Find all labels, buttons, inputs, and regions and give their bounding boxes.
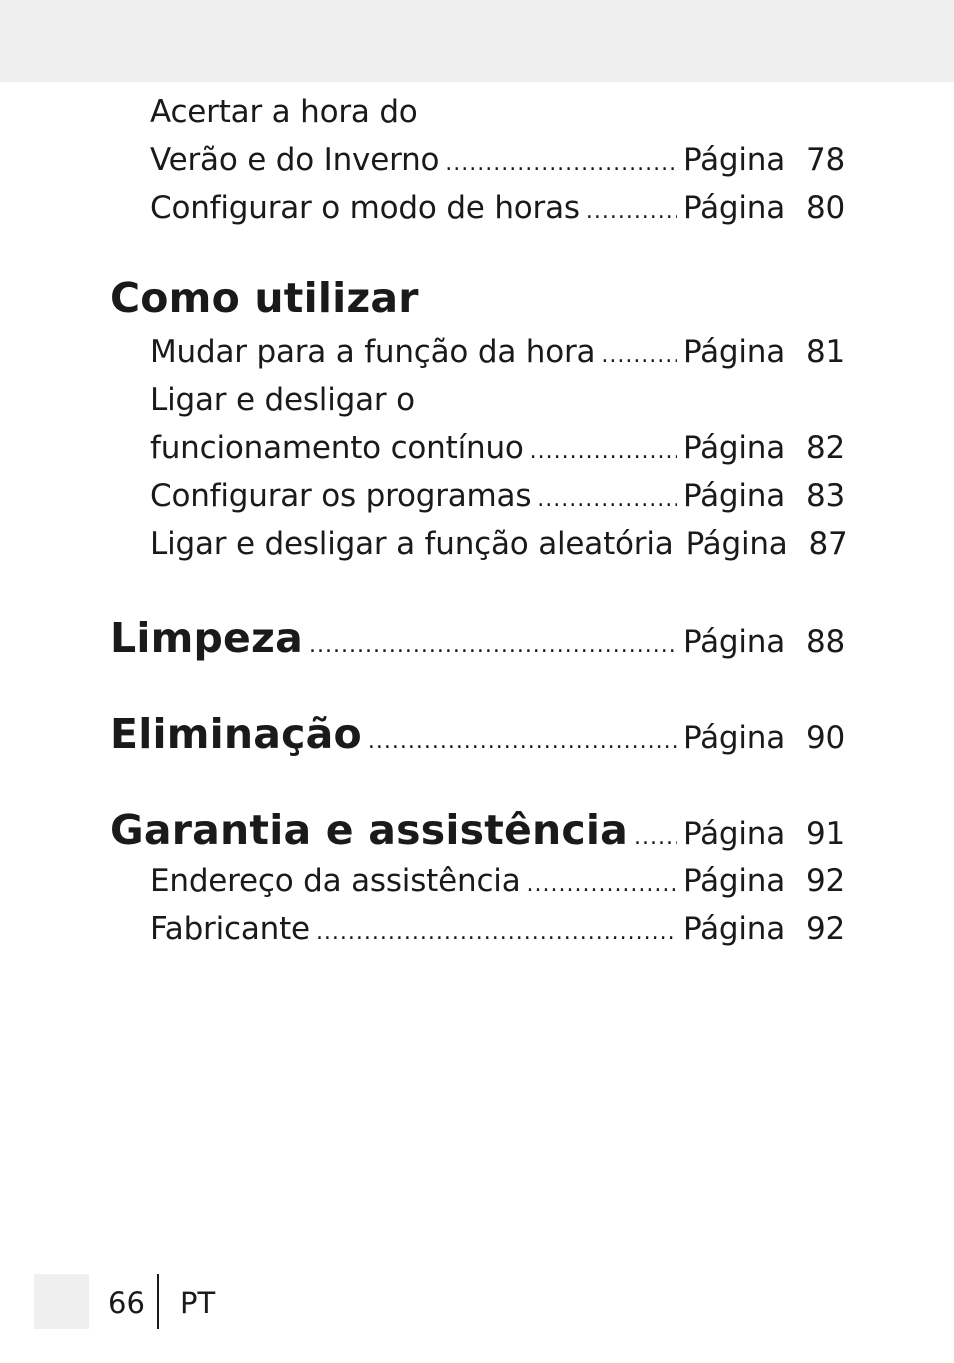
page-number: 82 <box>805 430 845 466</box>
toc-entry-label: Ligar e desligar a função aleatória <box>150 526 674 562</box>
toc-entry-label: Verão e do Inverno <box>150 142 440 178</box>
toc-heading-limpeza[interactable] <box>110 614 845 662</box>
dot-leader <box>601 328 677 380</box>
toc-entry-programas[interactable] <box>150 472 845 520</box>
toc-heading-label: Como utilizar <box>110 274 419 322</box>
dot-leader <box>537 472 677 524</box>
page-number: 92 <box>805 911 845 947</box>
footer-page-number: 66 <box>108 1286 145 1320</box>
toc-heading-como-utilizar[interactable] <box>110 274 845 322</box>
toc-entry-ligar-desligar[interactable] <box>150 376 845 424</box>
page-number: 80 <box>805 190 845 226</box>
dot-leader <box>445 136 677 188</box>
page-word: Página <box>683 334 786 370</box>
toc-heading-garantia[interactable] <box>110 806 845 854</box>
page-word: Página <box>683 478 786 514</box>
top-band <box>0 0 954 82</box>
page-number: 78 <box>805 142 845 178</box>
toc-entry-label: Fabricante <box>150 911 310 947</box>
dot-leader <box>527 857 677 909</box>
toc-entry-endereco[interactable] <box>150 857 845 905</box>
toc-entry-acertar-hora[interactable] <box>150 88 845 136</box>
page-number: 87 <box>808 526 848 562</box>
toc-entry-label: funcionamento contínuo <box>150 430 524 466</box>
footer-divider <box>157 1274 159 1329</box>
page-number: 83 <box>805 478 845 514</box>
page-number: 90 <box>805 720 845 756</box>
toc-heading-label: Garantia e assistência <box>110 806 629 854</box>
page-word: Página <box>683 863 786 899</box>
page-word: Página <box>683 816 786 852</box>
toc-entry-funcionamento-continuo[interactable] <box>150 424 845 472</box>
page-word: Página <box>683 624 786 660</box>
dot-leader <box>316 905 677 957</box>
page-number: 92 <box>805 863 845 899</box>
dot-leader <box>586 184 677 236</box>
toc-entry-fabricante[interactable] <box>150 905 845 953</box>
toc-entry-label: Configurar o modo de horas <box>150 190 580 226</box>
footer-language: PT <box>180 1286 216 1320</box>
page-word: Página <box>683 142 786 178</box>
dot-leader <box>634 810 677 862</box>
dot-leader <box>530 424 677 476</box>
page-number: 81 <box>805 334 845 370</box>
toc-entry-label: Ligar e desligar o <box>150 382 415 418</box>
toc-entry-label: Endereço da assistência <box>150 863 521 899</box>
toc-heading-label: Eliminação <box>110 710 362 758</box>
toc-entry-label: Mudar para a função da hora <box>150 334 596 370</box>
page-word: Página <box>685 526 788 562</box>
toc-entry-funcao-aleatoria[interactable] <box>150 520 848 568</box>
toc-heading-eliminacao[interactable] <box>110 710 845 758</box>
toc-entry-modo-horas[interactable] <box>150 184 845 232</box>
dot-leader <box>309 618 677 670</box>
page-word: Página <box>683 190 786 226</box>
page-number: 88 <box>805 624 845 660</box>
toc-entry-funcao-hora[interactable] <box>150 328 845 376</box>
page-number: 91 <box>805 816 845 852</box>
toc-entry-label: Configurar os programas <box>150 478 532 514</box>
page-word: Página <box>683 720 786 756</box>
page-word: Página <box>683 430 786 466</box>
dot-leader <box>368 714 677 766</box>
toc-heading-label: Limpeza <box>110 614 303 662</box>
toc-entry-verao-inverno[interactable] <box>150 136 845 184</box>
page-word: Página <box>683 911 786 947</box>
toc-entry-label: Acertar a hora do <box>150 94 418 130</box>
footer-marker-box <box>34 1274 89 1329</box>
